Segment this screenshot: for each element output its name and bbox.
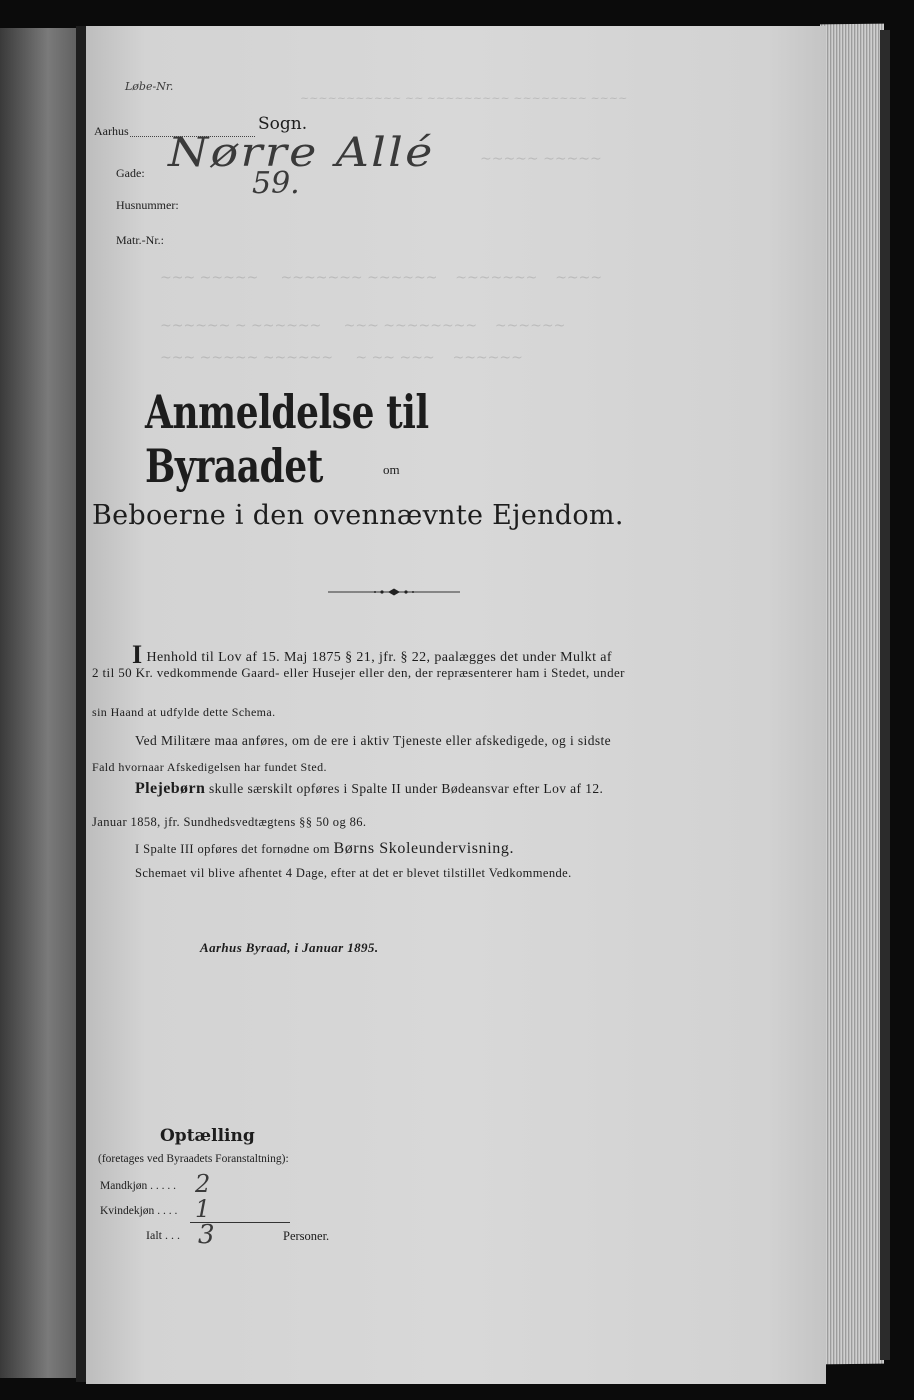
paragraph-2-line-1: Ved Militære maa anføres, om de ere i aktiv Tjeneste eller afskedigede, og i sidste (135, 733, 612, 748)
ialt-value: 3 (198, 1220, 215, 1250)
paragraph-1-line-3: sin Haand at udfylde dette Schema. (92, 705, 276, 719)
loebe-nr-label: Løbe-Nr. (125, 80, 174, 93)
page-title: Anmeldelse til Byraadet (145, 385, 429, 493)
plejeborn-emphasis: Plejebørn (135, 780, 206, 797)
personer-label: Personer. (283, 1229, 330, 1243)
bleed-through-text: ~~~ ~~~~~ ~~~~~~~ ~~~~~~ ~~~~~~~ ~~~~ (160, 270, 603, 286)
skoleundervisning-emphasis: Børns Skoleundervisning. (333, 840, 515, 857)
gade-value: Nørre Allé (168, 130, 435, 176)
city-label: Aarhus (94, 124, 129, 138)
count-note: (foretages ved Byraadets Foranstaltning): (98, 1153, 289, 1165)
husnummer-value: 59. (252, 166, 300, 201)
paragraph-4 (135, 840, 514, 858)
bleed-through-text: ~~~ ~~~~~ ~~~~~~ ~ ~~ ~~~ ~~~~~~ (160, 350, 523, 366)
page-stack-edges (820, 24, 884, 1365)
paragraph-5: Schemaet vil blive afhentet 4 Dage, efter at det er blevet tilstillet Vedkommende. (135, 866, 572, 880)
om-label: om (383, 462, 400, 477)
ialt-row: Ialt . . . (146, 1228, 180, 1242)
previous-page-edge (0, 28, 80, 1378)
sogn-label: Sogn. (258, 114, 308, 134)
paragraph-1-line-2: 2 til 50 Kr. vedkommende Gaard- eller Husejer eller den, der repræsenterer ham i Stedet, under (92, 665, 625, 680)
mandkjon-row: Mandkjøn . . . . . (100, 1180, 177, 1192)
mandkjon-value: 2 (195, 1170, 211, 1198)
page-subtitle: Beboerne i den ovennævnte Ejendom. (92, 500, 624, 531)
ornament-divider (328, 586, 460, 598)
bleed-through-text: ~~~~~ ~~~~~ (480, 150, 602, 166)
kvindekjon-value: 1 (195, 1195, 211, 1223)
kvindekjon-row: Kvindekjøn . . . . (100, 1205, 178, 1217)
ialt-label: Ialt (146, 1228, 162, 1242)
kvindekjon-label: Kvindekjøn (100, 1205, 155, 1217)
paragraph-2-line-2: Fald hvornaar Afskedigelsen har fundet Sted. (92, 760, 327, 774)
bleed-through-text: ~~~~ ~~~~~~~~ ~~~~~~~~~ ~~ ~~~~~~~~~~~ (300, 92, 628, 105)
paragraph-3-line-1 (135, 780, 603, 798)
husnummer-label: Husnummer: (116, 198, 179, 212)
signature-line: Aarhus Byraad, i Januar 1895. (200, 940, 379, 955)
paragraph-text: skulle særskilt opføres i Spalte II under Bødeansvar efter Lov af 12. (209, 781, 604, 796)
paragraph-text: I Spalte III opføres det fornødne om (135, 842, 330, 856)
paragraph-text: Henhold til Lov af 15. Maj 1875 § 21, jfr. § 22, paalægges det under Mulkt af (146, 650, 612, 665)
mandkjon-label: Mandkjøn (100, 1180, 148, 1192)
gade-label: Gade: (116, 166, 145, 180)
drop-initial: I (132, 640, 143, 669)
matr-nr-label: Matr.-Nr.: (116, 233, 164, 247)
page-stack-shadow (880, 30, 890, 1360)
bleed-through-text: ~~~~~~ ~ ~~~~~~ ~~~ ~~~~~~~~ ~~~~~~ (160, 318, 566, 334)
count-title: Optælling (160, 1126, 255, 1146)
paragraph-3-line-2: Januar 1858, jfr. Sundhedsvedtægtens §§ 50 og 86. (92, 815, 367, 829)
